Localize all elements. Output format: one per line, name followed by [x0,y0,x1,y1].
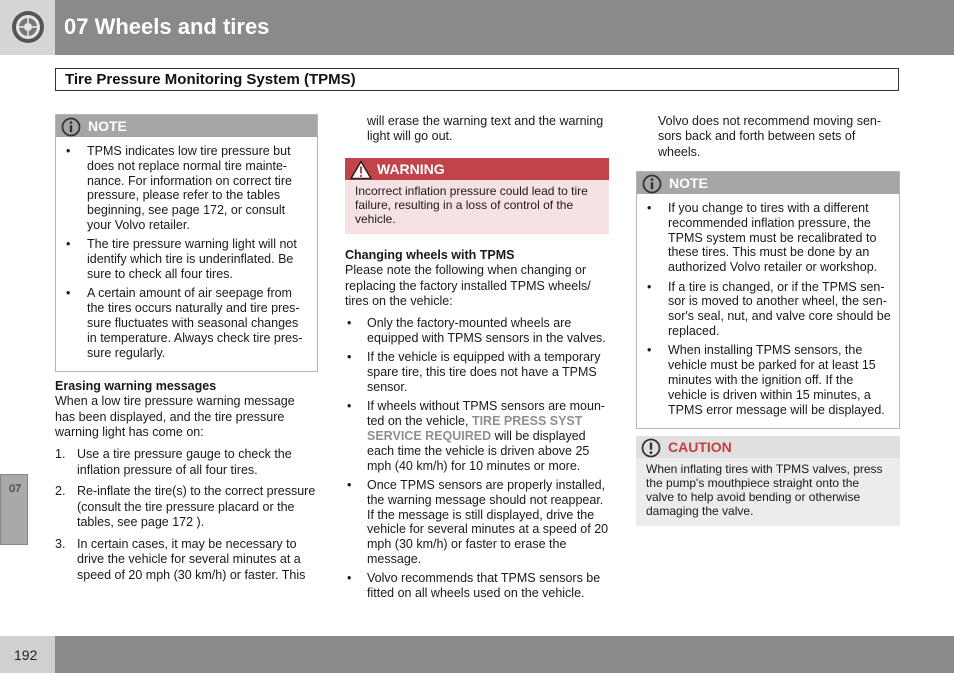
page-number-box [0,636,55,673]
intro-text: Volvo does not recommend moving sen-sors back and forth between sets of wheels. [658,114,882,159]
list-item [55,447,318,478]
page-footer [0,636,954,673]
caution-header [636,436,900,458]
warning-header [345,158,609,180]
display-message: TIRE PRESS SYST SERVICE REQUIRED [367,414,583,443]
step-number: 3. [55,536,66,551]
changing-heading: Changing wheels with TPMS [345,248,515,262]
info-icon [642,174,662,194]
note-list [56,137,317,371]
continuation-text: will erase the warning text and the warning light will go out. [367,114,604,144]
note-list [637,194,899,428]
warning-text: Incorrect inflation pressure could lead to tire failure, resulting in a loss of control of the vehicle. [345,180,609,234]
note-header [56,115,317,137]
chapter-header [0,0,954,55]
changing-list [345,316,610,601]
note-label: NOTE [88,118,127,134]
note-header [637,172,899,194]
list-item: • Only the factory-mounted wheels are equipped with TPMS sensors in the valves. [345,316,610,346]
list-item: • The tire pressure warning light will not identify which tire is underinflated. Be sure to check all four tires. [56,237,309,281]
list-item [55,537,318,584]
erasing-section [55,379,318,589]
step-number: 2. [55,484,66,499]
tire-icon [10,9,46,45]
step-text: In certain cases, it may be necessary to drive the vehicle for several minutes at a speed of 20 mph (30 km/h) or faster. This [77,536,306,582]
section-title: Tire Pressure Monitoring System (TPMS) [65,71,356,88]
changing-section [345,248,610,606]
note-box [636,171,900,429]
erasing-steps [55,447,318,583]
warning-label: WARNING [377,161,445,177]
list-item: • If you change to tires with a different recommended inflation pressure, the TPMS system must be recalibrated to these tires. This must be done by an authorized Volvo retailer or workshop. [637,201,891,275]
list-item: • When installing TPMS sensors, the vehicle must be parked for at least 15 minutes with the ignition off. If the vehicle is driven within 15 minutes, a TPMS error message will be displayed. [637,343,891,417]
step-text: Use a tire pressure gauge to check the inflation pressure of all four tires. [77,447,292,477]
changing-intro: Please note the following when changing or replacing the factory installed TPMS wheels/ tires on the vehicle: [345,263,591,308]
list-item: • Volvo recommends that TPMS sensors be fitted on all wheels used on the vehicle. [345,571,610,601]
warning-triangle-icon [350,160,372,180]
caution-label: CAUTION [668,439,732,455]
list-item [55,484,318,531]
erasing-heading: Erasing warning messages [55,379,217,393]
info-icon [61,117,81,137]
list-item [345,399,610,473]
item-text: will be displayed each time the vehicle is driven above 25 mph (40 km/h) for 10 minutes or more. [367,428,590,473]
list-item: • If the vehicle is equipped with a temporary spare tire, this tire does not have a TPMS sensor. [345,350,610,394]
item-text: If wheels without TPMS sensors are moun-ted on the vehicle, [367,399,606,429]
side-tab-label: 07 [9,483,22,495]
erasing-intro: When a low tire pressure warning message has been displayed, and the tire pressure warning light has come on: [55,394,295,439]
warning-box [345,158,609,234]
chapter-icon-box [0,0,55,55]
list-item: • TPMS indicates low tire pressure but does not replace normal tire mainte-nance. For information on correct tire pressure, please refer to the tables beginning, see page 172, or consult your Volvo retailer. [56,144,309,233]
chapter-title: 07 Wheels and tires [64,14,270,39]
chapter-side-tab [0,474,28,545]
caution-box [636,436,900,526]
exclamation-icon [641,438,661,458]
step-text: Re-inflate the tire(s) to the correct pressure (consult the tire pressure placard or the tables, see page 172 ). [77,484,316,530]
list-item: • Once TPMS sensors are properly installed, the warning message should not reappear. If the message is still displayed, drive the vehicle for several minutes at a speed of 20 mph (30 km/h) or faster to erase the message. [345,478,610,567]
note-box [55,114,318,372]
list-item: • If a tire is changed, or if the TPMS sen-sor is moved to another wheel, the sen-sor's seal, nut, and valve core should be replaced. [637,280,891,339]
note-label: NOTE [669,175,708,191]
step-number: 1. [55,447,66,462]
caution-text: When inflating tires with TPMS valves, press the pump's mouthpiece straight onto the valve to help avoid bending or otherwise damaging the valve. [636,458,900,526]
section-title-box [55,68,899,91]
page-number: 192 [14,647,38,663]
list-item: • A certain amount of air seepage from the tires occurs naturally and tire pres-sure fluctuates with seasonal changes in temperature. Always check tire pres-sure regularly. [56,286,309,360]
